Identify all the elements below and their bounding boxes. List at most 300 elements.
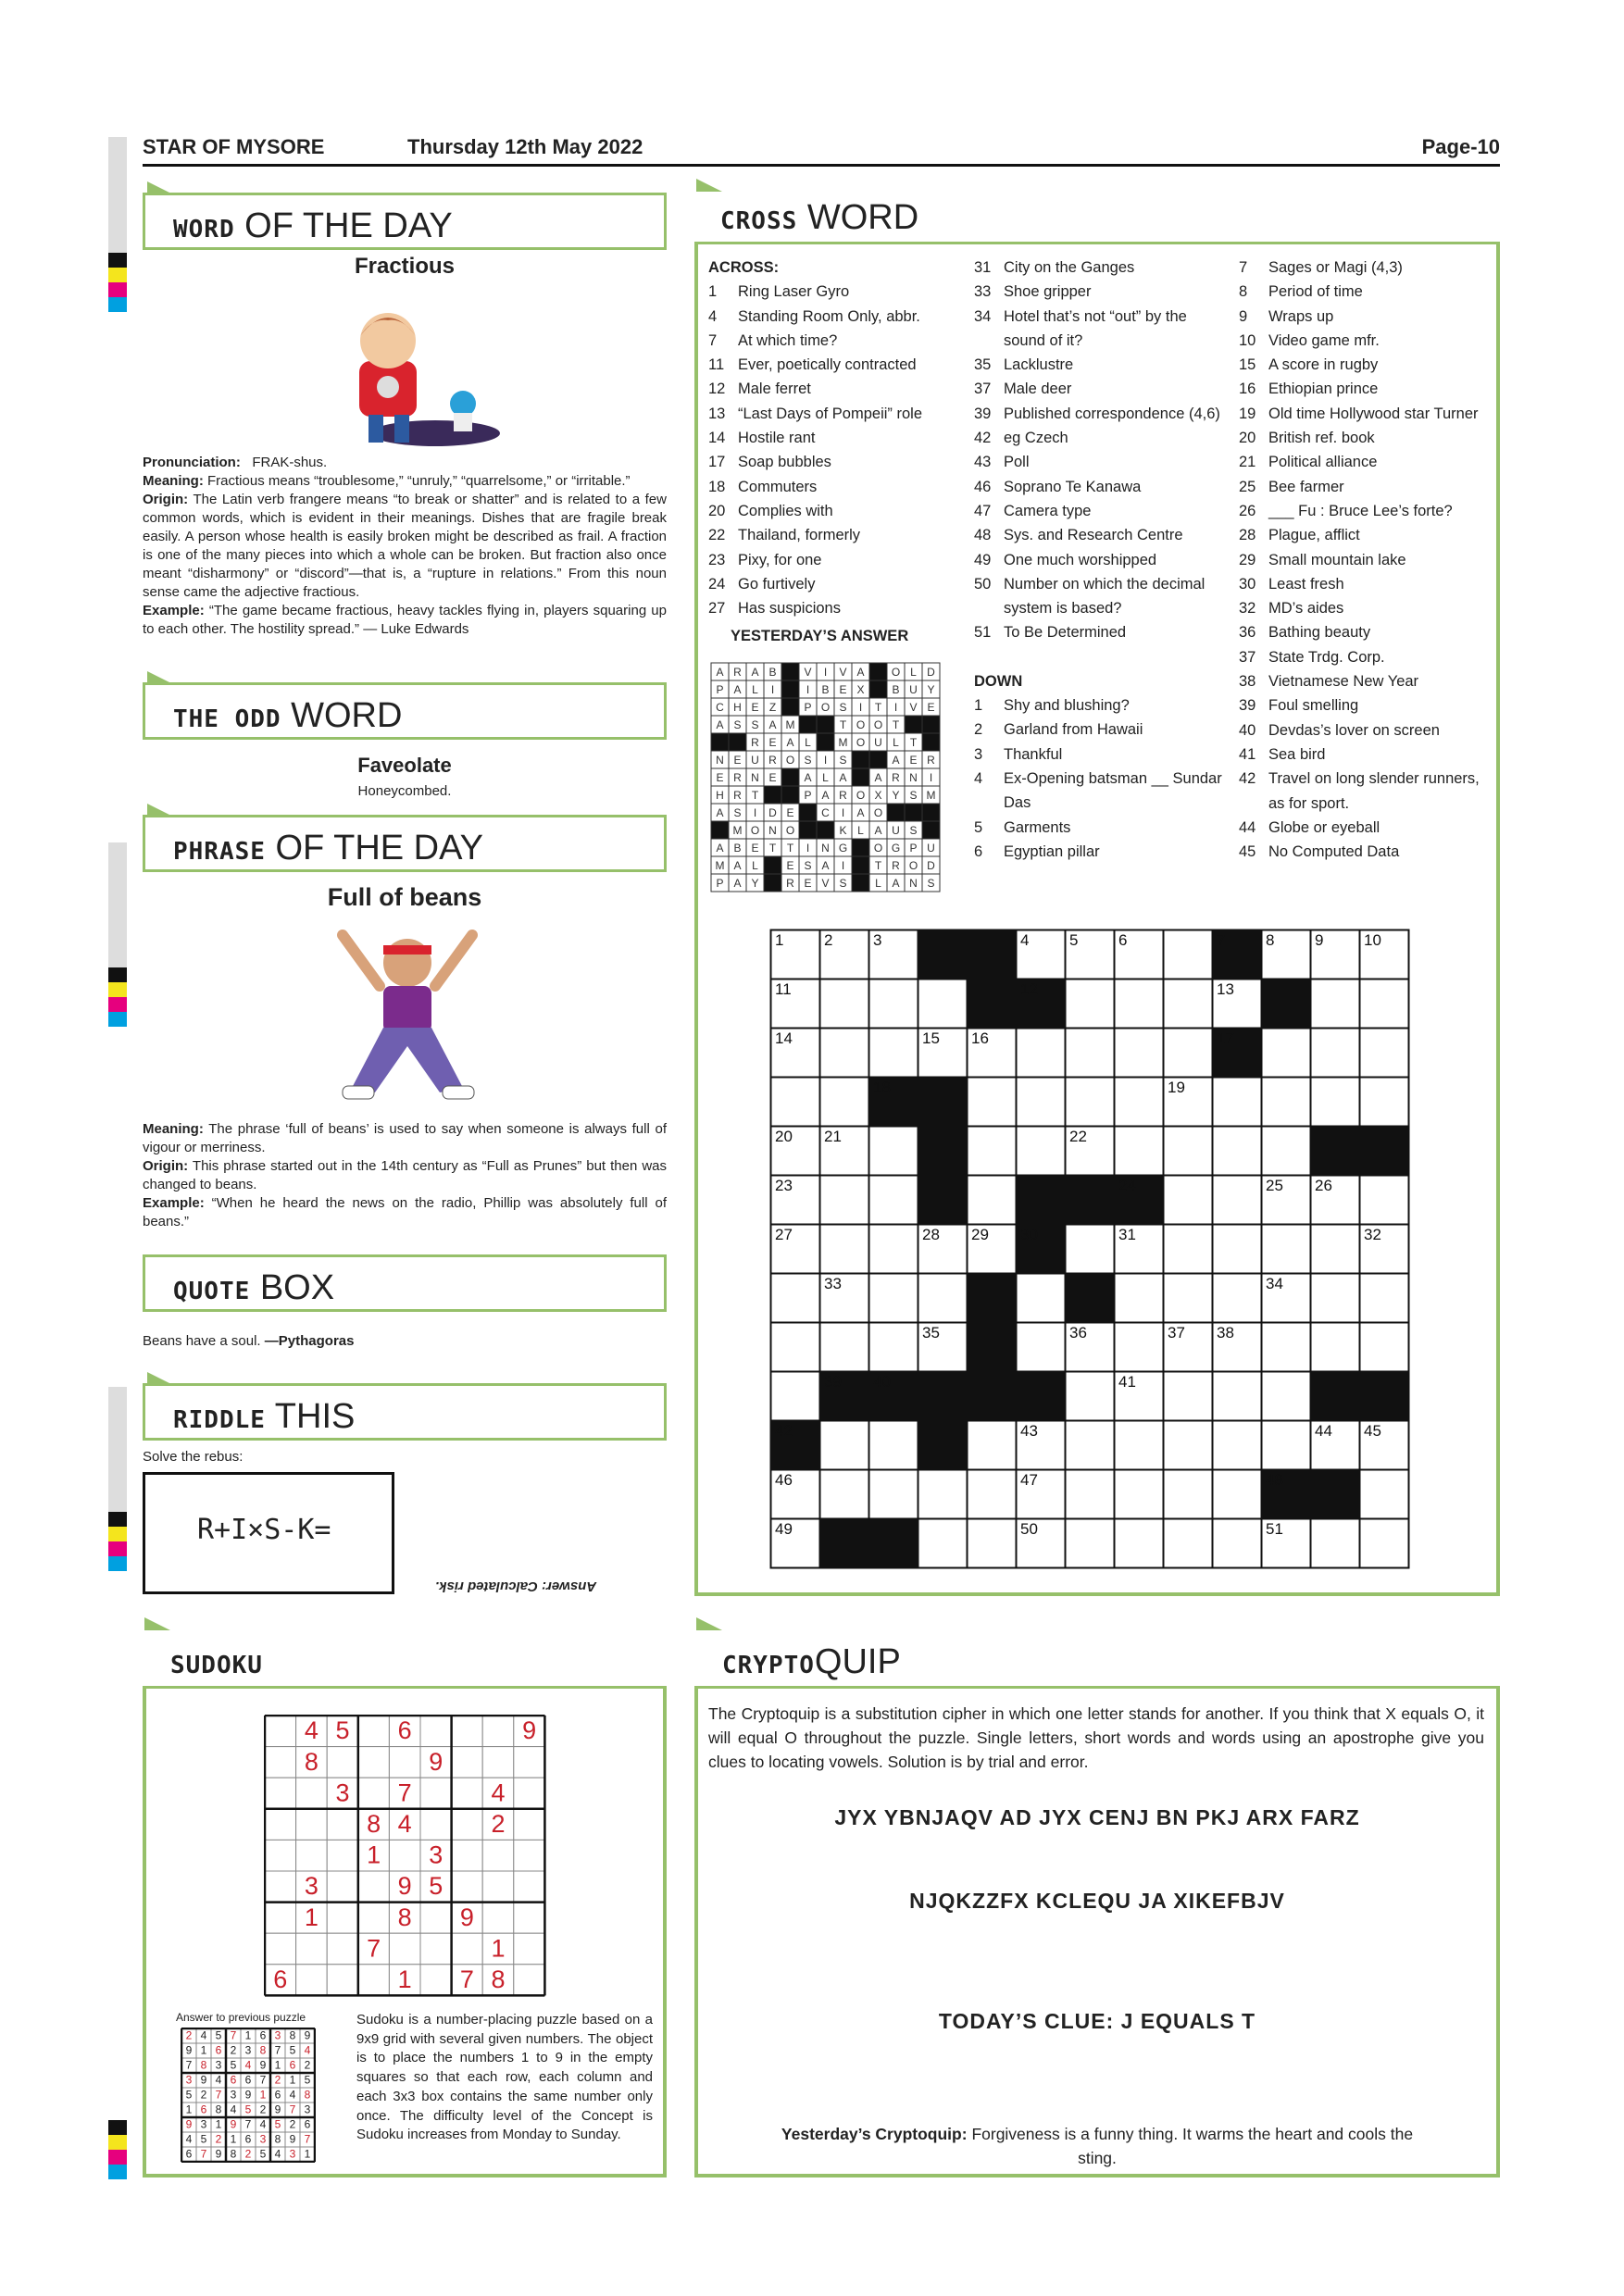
white-cell[interactable] (968, 1176, 1017, 1225)
white-cell[interactable] (1164, 1372, 1213, 1421)
yesterday-letter: S (909, 789, 918, 802)
sudoku-digit: 7 (230, 2028, 237, 2042)
white-cell[interactable] (1213, 1274, 1262, 1323)
white-cell[interactable] (1311, 980, 1360, 1029)
sudoku-digit: 5 (304, 2073, 311, 2087)
sudoku-digit: 9 (522, 1716, 537, 1745)
sudoku-digit: 1 (274, 2058, 281, 2072)
white-cell[interactable] (1213, 1225, 1262, 1274)
sudoku-digit: 7 (200, 2147, 207, 2161)
cell-number: 50 (1020, 1520, 1038, 1538)
clue-item: 16 Ethiopian prince (1239, 381, 1379, 398)
white-cell[interactable] (869, 980, 918, 1029)
white-cell[interactable] (820, 1421, 869, 1470)
clue-item: 22 Thailand, formerly (708, 527, 861, 544)
clue-item: 37 Male deer (974, 381, 1072, 398)
sudoku-cell[interactable] (358, 1965, 390, 1996)
white-cell[interactable] (1360, 1029, 1409, 1078)
yesterday-letter: T (839, 718, 847, 731)
white-cell[interactable] (968, 1519, 1017, 1568)
cell-number: 28 (922, 1226, 940, 1243)
sudoku-cell[interactable] (265, 1778, 296, 1809)
white-cell[interactable] (771, 1078, 820, 1127)
sudoku-cell[interactable] (296, 1840, 328, 1871)
sudoku-digit: 4 (230, 2103, 237, 2116)
sudoku-digit: 7 (397, 1778, 412, 1807)
yesterday-letter: T (874, 701, 882, 714)
white-cell[interactable] (1066, 1029, 1115, 1078)
white-cell[interactable] (1066, 1421, 1115, 1470)
sudoku-digit: 7 (289, 2103, 296, 2116)
white-cell[interactable] (1311, 1274, 1360, 1323)
sudoku-cell[interactable] (420, 1933, 452, 1965)
white-cell[interactable] (1360, 1470, 1409, 1519)
white-cell[interactable] (1213, 1078, 1262, 1127)
white-cell[interactable] (1066, 1372, 1115, 1421)
white-cell[interactable] (1262, 1225, 1311, 1274)
white-cell[interactable] (869, 1176, 918, 1225)
sudoku-cell[interactable] (482, 1903, 514, 1934)
sudoku-digit: 7 (259, 2073, 267, 2087)
clue-item: 15 A score in rugby (1239, 356, 1379, 374)
sudoku-cell[interactable] (265, 1809, 296, 1841)
white-cell[interactable] (1066, 1225, 1115, 1274)
yesterday-letter: R (733, 771, 742, 784)
white-cell[interactable] (869, 1127, 918, 1176)
sudoku-digit: 1 (289, 2073, 296, 2087)
white-cell[interactable] (869, 1029, 918, 1078)
sudoku-cell[interactable] (452, 1933, 483, 1965)
yesterday-letter: S (839, 877, 847, 890)
white-cell[interactable] (968, 1078, 1017, 1127)
white-cell[interactable] (1311, 1078, 1360, 1127)
white-cell[interactable] (1311, 1323, 1360, 1372)
sudoku-cell[interactable] (265, 1840, 296, 1871)
registration-marks-4 (108, 2120, 127, 2179)
yesterday-letter: E (751, 842, 759, 855)
sudoku-digit: 5 (215, 2028, 222, 2042)
cell-number: 45 (1364, 1422, 1381, 1440)
clue-item: 12 Male ferret (708, 381, 811, 398)
yesterday-cell (764, 874, 781, 892)
white-cell[interactable] (1115, 1029, 1164, 1078)
yesterday-letter: U (751, 754, 759, 767)
white-cell[interactable] (1360, 1078, 1409, 1127)
white-cell[interactable] (1066, 980, 1115, 1029)
cell-number: 33 (824, 1275, 842, 1292)
white-cell[interactable] (1262, 1127, 1311, 1176)
sudoku-cell[interactable] (420, 1778, 452, 1809)
white-cell[interactable] (1311, 1225, 1360, 1274)
sudoku-cell[interactable] (514, 1933, 545, 1965)
cell-number: 11 (775, 980, 792, 998)
white-cell[interactable] (1115, 1127, 1164, 1176)
cell-number: 7 (1217, 931, 1226, 949)
white-cell[interactable] (1311, 1519, 1360, 1568)
yesterday-letter: T (751, 789, 759, 802)
white-cell[interactable] (820, 980, 869, 1029)
yesterday-letter: G (891, 842, 901, 855)
odd-word: Faveolate (357, 754, 452, 777)
sudoku-digit: 6 (289, 2058, 296, 2072)
clue-item: 20 Complies with (708, 502, 833, 519)
sudoku-digit: 9 (304, 2028, 311, 2042)
cell-number: 25 (1266, 1177, 1283, 1194)
cell-number: 13 (1217, 980, 1234, 998)
clue-item: 39 Published correspondence (4,6) (974, 405, 1220, 422)
white-cell[interactable] (1164, 1127, 1213, 1176)
clue-item: 29 Small mountain lake (1239, 551, 1406, 568)
clue-item: 6 Egyptian pillar (974, 842, 1100, 860)
sudoku-cell[interactable] (327, 1903, 358, 1934)
yesterday-cell (887, 804, 905, 821)
sudoku-cell[interactable] (296, 1778, 328, 1809)
clue-item: 45 No Computed Data (1239, 843, 1400, 861)
sudoku-cell[interactable] (514, 1965, 545, 1996)
sudoku-cell[interactable] (327, 1965, 358, 1996)
white-cell[interactable] (1066, 1519, 1115, 1568)
white-cell[interactable] (1017, 1127, 1066, 1176)
sudoku-cell[interactable] (265, 1903, 296, 1934)
yesterday-letter: V (909, 701, 918, 714)
black-cell (1066, 1274, 1115, 1323)
white-cell[interactable] (869, 1323, 918, 1372)
white-cell[interactable] (918, 1470, 968, 1519)
yesterday-cell (869, 680, 887, 698)
sudoku-cell[interactable] (452, 1840, 483, 1871)
white-cell[interactable] (869, 1470, 918, 1519)
yesterday-letter: E (786, 859, 794, 872)
sudoku-cell[interactable] (420, 1809, 452, 1841)
white-cell[interactable] (1213, 1176, 1262, 1225)
black-cell (1311, 1372, 1360, 1421)
white-cell[interactable] (1262, 1421, 1311, 1470)
sudoku-digit: 9 (215, 2147, 222, 2161)
cryptoquip-line-1: JYX YBNJAQV AD JYX CENJ BN PKJ ARX FARZ (834, 1805, 1360, 1829)
yesterday-letter: O (856, 736, 866, 749)
sudoku-cell[interactable] (265, 1871, 296, 1903)
sudoku-digit: 1 (215, 2117, 222, 2131)
sudoku-digit: 1 (244, 2028, 252, 2042)
white-cell[interactable] (1164, 930, 1213, 980)
white-cell[interactable] (968, 1470, 1017, 1519)
sudoku-cell[interactable] (358, 1778, 390, 1809)
white-cell[interactable] (968, 1127, 1017, 1176)
sudoku-cell[interactable] (420, 1903, 452, 1934)
word-of-day-title-bar: WORD OF THE DAY (143, 193, 667, 250)
white-cell[interactable] (1164, 1470, 1213, 1519)
cell-number: 26 (1315, 1177, 1332, 1194)
white-cell[interactable] (1262, 1372, 1311, 1421)
white-cell[interactable] (1360, 1274, 1409, 1323)
sudoku-cell[interactable] (514, 1747, 545, 1778)
yesterday-letter: U (874, 736, 882, 749)
sudoku-cell[interactable] (420, 1965, 452, 1996)
sudoku-cell[interactable] (327, 1747, 358, 1778)
sudoku-cell[interactable] (265, 1747, 296, 1778)
yesterday-letter: P (909, 842, 918, 855)
yesterday-letter: T (892, 718, 900, 731)
yesterday-letter: L (875, 877, 881, 890)
riddle-title-bar: RIDDLE THIS (143, 1383, 667, 1441)
white-cell[interactable] (1164, 1519, 1213, 1568)
sudoku-digit: 4 (397, 1810, 412, 1839)
sudoku-cell[interactable] (327, 1871, 358, 1903)
yesterday-letter: A (892, 754, 900, 767)
yesterday-letter: S (927, 877, 935, 890)
white-cell[interactable] (1360, 1323, 1409, 1372)
yesterday-letter: M (732, 824, 743, 837)
black-cell (1017, 1372, 1066, 1421)
sudoku-digit: 2 (185, 2028, 193, 2042)
white-cell[interactable] (1164, 1176, 1213, 1225)
sudoku-cell[interactable] (296, 1809, 328, 1841)
sudoku-digit: 5 (429, 1872, 443, 1901)
sudoku-cell[interactable] (265, 1716, 296, 1747)
white-cell[interactable] (1213, 1470, 1262, 1519)
yesterday-letter: H (716, 789, 724, 802)
sudoku-cell[interactable] (358, 1871, 390, 1903)
clue-item: 25 Bee farmer (1239, 478, 1344, 495)
yesterday-cell (799, 821, 817, 839)
yesterday-cell (781, 768, 799, 786)
yesterday-cell (922, 733, 940, 751)
sudoku-cell[interactable] (389, 1840, 420, 1871)
yesterday-letter: V (839, 666, 847, 679)
sudoku-cell[interactable] (514, 1871, 545, 1903)
white-cell[interactable] (1017, 1274, 1066, 1323)
white-cell[interactable] (771, 1372, 820, 1421)
across-clues-col1: ACROSS: 1 Ring Laser Gyro 4 Standing Room Only, abbr. 7 At which time? 11 Ever, poetically contracted 12 Male ferret 13 “Last Days of Pompeii” role 14 Hostile rant 17 Soap bubbles 18 Commuters 20 Complies with 22 Thailand, formerly 23 Pixy, for one 24 Go furtively 27 Has suspicions YESTERDAY’S ANSWER (708, 256, 949, 649)
white-cell[interactable] (1262, 1078, 1311, 1127)
white-cell[interactable] (1164, 1225, 1213, 1274)
white-cell[interactable] (918, 1519, 968, 1568)
white-cell[interactable] (1115, 1519, 1164, 1568)
sudoku-cell[interactable] (482, 1747, 514, 1778)
sudoku-cell[interactable] (327, 1809, 358, 1841)
white-cell[interactable] (1164, 1274, 1213, 1323)
white-cell[interactable] (1115, 1274, 1164, 1323)
sudoku-digit: 9 (289, 2132, 296, 2146)
yesterday-letter: C (821, 806, 830, 819)
sudoku-digit: 6 (185, 2147, 193, 2161)
sudoku-cell[interactable] (452, 1871, 483, 1903)
sudoku-digit: 4 (259, 2117, 267, 2131)
cell-number: 12 (1020, 980, 1038, 998)
sudoku-digit: 7 (367, 1934, 381, 1963)
white-cell[interactable] (820, 1176, 869, 1225)
sudoku-digit: 3 (244, 2043, 252, 2057)
sudoku-cell[interactable] (514, 1778, 545, 1809)
white-cell[interactable] (1360, 1519, 1409, 1568)
white-cell[interactable] (1164, 1029, 1213, 1078)
yesterday-letter: A (716, 842, 724, 855)
man-cartoon-illustration (324, 921, 491, 1111)
cell-number: 15 (922, 1029, 940, 1047)
sudoku-cell[interactable] (482, 1716, 514, 1747)
sudoku-digit: 9 (200, 2073, 207, 2087)
yesterday-cell (869, 751, 887, 768)
sudoku-cell[interactable] (358, 1747, 390, 1778)
sudoku-cell[interactable] (358, 1716, 390, 1747)
white-cell[interactable] (1115, 1323, 1164, 1372)
sudoku-digit: 3 (185, 2073, 193, 2087)
white-cell[interactable] (820, 1078, 869, 1127)
cell-number: 9 (1315, 931, 1324, 949)
clue-item: 42 Travel on long slender runners, as for sport. (1239, 770, 1480, 812)
yesterday-letter: M (715, 859, 725, 872)
sudoku-digit: 2 (230, 2043, 237, 2057)
white-cell[interactable] (918, 1274, 968, 1323)
white-cell[interactable] (1066, 1470, 1115, 1519)
sudoku-digit: 3 (200, 2117, 207, 2131)
white-cell[interactable] (1115, 1421, 1164, 1470)
white-cell[interactable] (1262, 1323, 1311, 1372)
cell-number: 51 (1266, 1520, 1283, 1538)
clue-item: 23 Pixy, for one (708, 551, 822, 568)
yesterday-letter: E (786, 806, 794, 819)
sudoku-digit: 9 (397, 1872, 412, 1901)
sudoku-digit: 1 (491, 1934, 506, 1963)
sudoku-digit: 3 (429, 1841, 443, 1869)
white-cell[interactable] (1164, 1421, 1213, 1470)
word-of-day-details: Pronunciation: FRAK-shus. Meaning: Fractious means “troublesome,” “unruly,” “quarrelsome,” or “irritable.” Origin: The Latin verb frangere means “to break or shatter” and is related to a few common words, which is evident in their meanings. Dishes that are fragile break easily. A person whose health is easily broken might be described as frail. A fraction is one of the many pieces into which a whole can be broken. But fraction also once meant “disharmony” or “discord”—that is, a “rupture in relations.” From this noun sense came the adjective fractious. Example: “The game became fractious, heavy tackles flying in, players squaring up to each other. The hostility spread.” — Luke Edwards (143, 455, 667, 637)
white-cell[interactable] (1017, 1078, 1066, 1127)
sudoku-cell[interactable] (296, 1933, 328, 1965)
white-cell[interactable] (1115, 980, 1164, 1029)
black-cell (820, 1519, 869, 1568)
sudoku-cell[interactable] (452, 1809, 483, 1841)
sudoku-digit: 5 (274, 2117, 281, 2131)
clue-item: 33 Shoe gripper (974, 283, 1092, 301)
sudoku-cell[interactable] (389, 1933, 420, 1965)
sudoku-cell[interactable] (420, 1716, 452, 1747)
white-cell[interactable] (869, 1274, 918, 1323)
crossword-title-bar: CROSS WORD (694, 187, 1500, 244)
sudoku-digit: 9 (244, 2088, 252, 2102)
white-cell[interactable] (771, 1274, 820, 1323)
yesterday-letter: M (785, 718, 795, 731)
yesterday-letter: L (857, 824, 864, 837)
cell-number: 5 (1069, 931, 1079, 949)
cell-number: 46 (775, 1471, 793, 1489)
white-cell[interactable] (771, 1323, 820, 1372)
phrase-title-bar: PHRASE OF THE DAY (143, 815, 667, 872)
white-cell[interactable] (1213, 1372, 1262, 1421)
white-cell[interactable] (918, 980, 968, 1029)
sudoku-cell[interactable] (482, 1871, 514, 1903)
yesterday-letter: S (804, 754, 812, 767)
sudoku-digit: 1 (304, 2147, 311, 2161)
yesterday-letter: B (768, 666, 777, 679)
sudoku-digit: 8 (304, 2088, 311, 2102)
yesterday-letter: S (909, 824, 918, 837)
sudoku-cell[interactable] (327, 1933, 358, 1965)
black-cell (1017, 1176, 1066, 1225)
yesterday-letter: D (927, 666, 935, 679)
white-cell[interactable] (1213, 1421, 1262, 1470)
yesterday-letter: D (768, 806, 777, 819)
sudoku-cell[interactable] (265, 1933, 296, 1965)
clue-item: 11 Ever, poetically contracted (708, 356, 917, 374)
yesterday-cell (781, 680, 799, 698)
registration-marks-2 (108, 842, 127, 1027)
sudoku-cell[interactable] (514, 1903, 545, 1934)
sudoku-cell[interactable] (327, 1840, 358, 1871)
white-cell[interactable] (968, 1421, 1017, 1470)
yesterday-cell (852, 856, 869, 874)
sudoku-cell[interactable] (452, 1747, 483, 1778)
clue-item: 19 Old time Hollywood star Turner (1239, 405, 1479, 422)
sudoku-cell[interactable] (389, 1747, 420, 1778)
white-cell[interactable] (1017, 1029, 1066, 1078)
sudoku-cell[interactable] (482, 1840, 514, 1871)
black-cell (968, 1323, 1017, 1372)
clue-item: 9 Wraps up (1239, 307, 1334, 325)
white-cell[interactable] (1115, 1078, 1164, 1127)
sudoku-cell[interactable] (358, 1903, 390, 1934)
white-cell[interactable] (820, 1029, 869, 1078)
clue-item: 51 To Be Determined (974, 624, 1127, 642)
white-cell[interactable] (1066, 1078, 1115, 1127)
sudoku-digit: 1 (367, 1841, 381, 1869)
quote-title-bar: QUOTE BOX (143, 1254, 667, 1312)
white-cell[interactable] (820, 1470, 869, 1519)
sudoku-cell[interactable] (452, 1716, 483, 1747)
yesterday-cell (764, 856, 781, 874)
black-cell (968, 980, 1017, 1029)
odd-word-title-bar: THE ODD WORD (143, 682, 667, 740)
white-cell[interactable] (1360, 980, 1409, 1029)
cell-number: 32 (1364, 1226, 1381, 1243)
white-cell[interactable] (1262, 1029, 1311, 1078)
white-cell[interactable] (1311, 1029, 1360, 1078)
white-cell[interactable] (1213, 1519, 1262, 1568)
yesterday-letter: A (733, 859, 742, 872)
yesterday-letter: P (804, 789, 812, 802)
cell-number: 6 (1118, 931, 1128, 949)
sudoku-digit: 8 (397, 1903, 412, 1931)
white-cell[interactable] (1017, 1323, 1066, 1372)
sudoku-digit: 4 (289, 2088, 296, 2102)
clue-item: 18 Commuters (708, 478, 818, 495)
white-cell[interactable] (869, 1421, 918, 1470)
sudoku-digit: 3 (304, 1872, 319, 1901)
yesterday-letter: I (929, 771, 933, 784)
white-cell[interactable] (820, 1323, 869, 1372)
sudoku-cell[interactable] (452, 1778, 483, 1809)
sudoku-cell[interactable] (514, 1809, 545, 1841)
boy-cartoon-illustration (306, 294, 500, 452)
clue-item: 41 Sea bird (1239, 745, 1326, 763)
white-cell[interactable] (820, 1225, 869, 1274)
yesterday-letter: L (752, 859, 758, 872)
sudoku-digit: 3 (259, 2132, 267, 2146)
white-cell[interactable] (1115, 1470, 1164, 1519)
white-cell[interactable] (1360, 1176, 1409, 1225)
page-header (143, 135, 1500, 167)
sudoku-cell[interactable] (514, 1840, 545, 1871)
clue-item: 26 ___ Fu : Bruce Lee’s forte? (1239, 502, 1453, 519)
yesterday-letter: Y (892, 789, 900, 802)
yesterday-letter: L (752, 683, 758, 696)
yesterday-letter: E (927, 701, 935, 714)
white-cell[interactable] (869, 1225, 918, 1274)
sudoku-cell[interactable] (296, 1965, 328, 1996)
yesterday-letter: E (733, 754, 742, 767)
white-cell[interactable] (1164, 980, 1213, 1029)
white-cell[interactable] (1213, 1127, 1262, 1176)
